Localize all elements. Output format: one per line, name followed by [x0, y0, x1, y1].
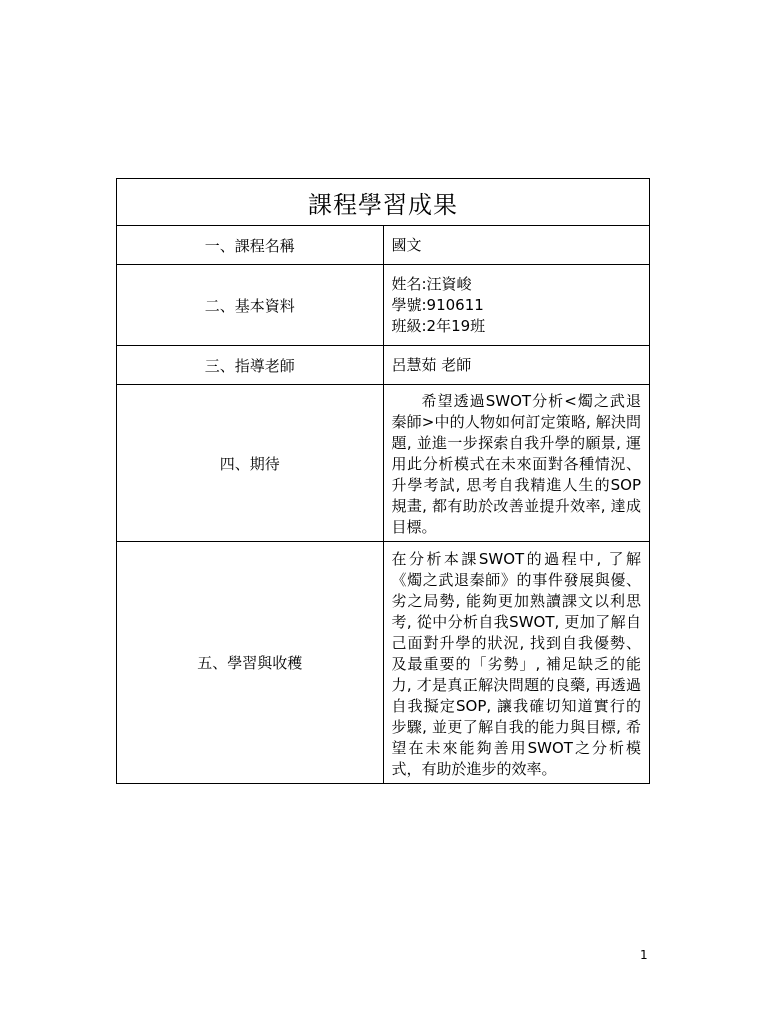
title-row	[117, 179, 650, 226]
expectation-label: 四、期待	[117, 385, 384, 542]
course-name-row	[117, 226, 650, 265]
learning-value	[383, 542, 650, 784]
basic-info-label: 二、基本資料	[117, 265, 384, 346]
basic-info-value	[383, 265, 650, 346]
basic-info-row	[117, 265, 650, 346]
expectation-value	[383, 385, 650, 542]
student-name: 姓名:汪資峻	[391, 274, 472, 293]
learning-text: 在分析本課SWOT的過程中, 了解《燭之武退秦師》的事件發展與優、劣之局勢, 能夠更加熟讀課文以利思考, 從中分析自我SWOT, 更加了解自己面對升學的狀況, 找到自我優勢、及最重要的「劣勢」, 補足缺乏的能力, 才是真正解決問題的良藥, 再透過自我擬定SOP, 讓我確切知道實行的步驟, 並更了解自我的能力與目標, 希望在未來能夠善用SWOT之分析模式，有助於進步的效率。	[391, 550, 641, 778]
page-number: 1	[640, 948, 648, 962]
learning-label: 五、學習與收穫	[117, 542, 384, 784]
teacher-value: 呂慧茹 老師	[383, 346, 650, 385]
expectation-text: 希望透過SWOT分析<燭之武退秦師>中的人物如何訂定策略, 解決問題, 並進一步探索自我升學的願景, 運用此分析模式在未來面對各種情況、升學考試, 思考自我精進人生的SOP規畫, 都有助於改善並提升效率, 達成目標。	[391, 392, 641, 536]
teacher-label: 三、指導老師	[117, 346, 384, 385]
student-id: 學號:910611	[391, 295, 484, 314]
teacher-row	[117, 346, 650, 385]
learning-row	[117, 542, 650, 784]
course-name-label: 一、課程名稱	[117, 226, 384, 265]
course-name-value: 國文	[383, 226, 650, 265]
document-title: 課程學習成果	[117, 179, 650, 226]
student-class: 班級:2年19班	[391, 316, 486, 335]
expectation-row	[117, 385, 650, 542]
course-outcome-table	[116, 178, 650, 784]
